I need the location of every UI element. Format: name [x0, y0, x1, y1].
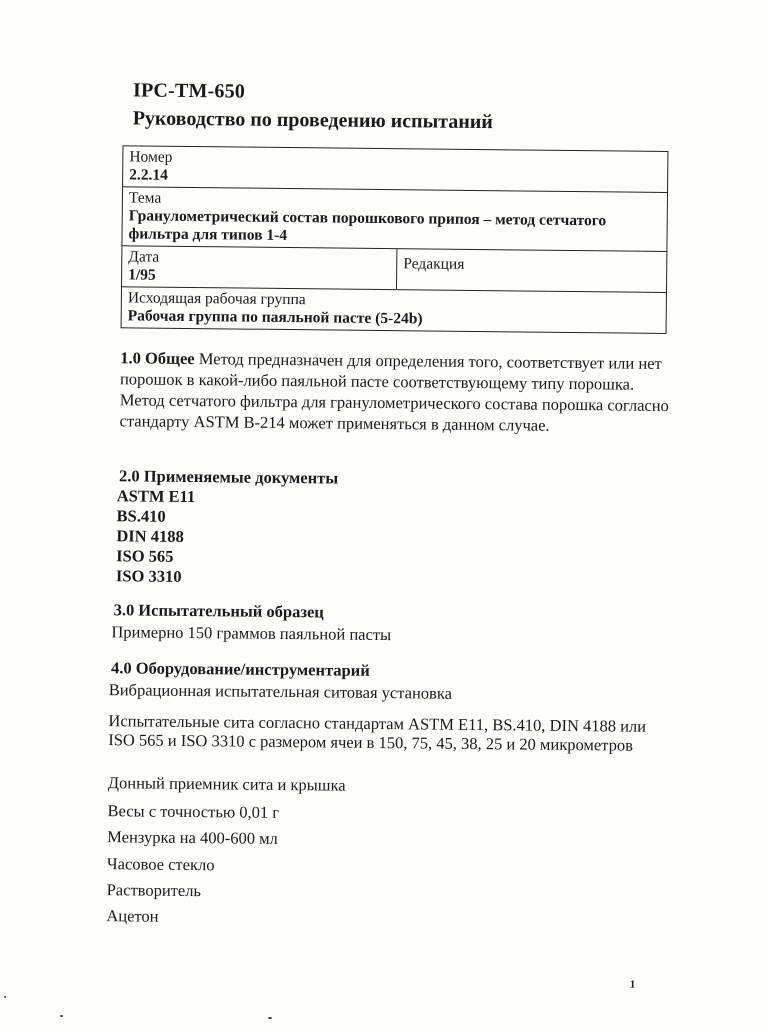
section-general-text: Метод предназначен для определения того, соответствует или нет порошок в какой-либо паяльной пасте соответствующему типу порошка. Метод сетчатого фильтра для гранулометрического состава порошка согласно стандарту ASTM B-214 может применяться в данном случае.	[119, 349, 669, 435]
group-label: Исходящая рабочая группа	[127, 289, 306, 309]
group-row	[122, 287, 666, 333]
equipment-item: Испытательные сита согласно стандартам ASTM E11, BS.410, DIN 4188 или ISO 565 и ISO 3310 с размером ячеи в 150, 75, 45, 38, 25 и 20 микрометров	[108, 711, 647, 755]
scan-speck	[4, 996, 6, 998]
section-documents-heading: 2.0 Применяемые документы	[118, 466, 339, 488]
section-general-heading: 1.0 Общее	[120, 348, 195, 369]
equipment-item: Часовое стекло	[106, 854, 215, 875]
number-label: Номер	[129, 148, 173, 166]
date-value: 1/95	[128, 266, 156, 284]
subject-label: Тема	[128, 189, 162, 207]
subject-value: Гранулометрический состав порошкового припоя – метод сетчатого фильтра для типов 1-4	[128, 207, 607, 245]
revision-label: Редакция	[403, 255, 465, 273]
group-value: Рабочая группа по паяльной пасте (5-24b)	[127, 307, 423, 328]
scan-speck	[268, 1017, 272, 1019]
subject-row	[122, 187, 667, 252]
date-cell	[122, 246, 397, 289]
doc-subtitle: Руководство по проведению испытаний	[132, 107, 494, 134]
document-item: DIN 4188	[116, 526, 184, 546]
scan-speck	[60, 1015, 63, 1017]
doc-code-title: IPC-TM-650	[132, 79, 246, 103]
section-sample-heading: 3.0 Испытательный образец	[113, 600, 324, 622]
equipment-item: Растворитель	[106, 880, 202, 901]
section-sample-text: Примерно 150 граммов паяльной пасты	[111, 622, 392, 645]
date-revision-row	[122, 246, 666, 293]
info-table	[121, 145, 669, 334]
page-number: 1	[629, 978, 636, 991]
number-row	[123, 146, 667, 193]
documents-list	[116, 486, 195, 587]
revision-cell	[397, 249, 471, 290]
equipment-item: Донный приемник сита и крышка	[107, 773, 346, 795]
document-item: ISO 3310	[115, 566, 182, 586]
document-item: ASTM E11	[116, 486, 196, 507]
document-item: ISO 565	[116, 546, 174, 566]
section-general	[119, 347, 680, 437]
section-equipment-heading: 4.0 Оборудование/инструментарий	[110, 658, 370, 680]
number-value: 2.2.14	[129, 166, 169, 184]
date-label: Дата	[128, 248, 160, 266]
equipment-item: Мензурка на 400-600 мл	[107, 827, 278, 848]
document-item: BS.410	[116, 506, 166, 526]
equipment-item: Вибрационная испытательная ситовая установка	[108, 680, 453, 703]
equipment-item: Весы с точностью 0,01 г	[107, 801, 280, 822]
equipment-item: Ацетон	[106, 906, 159, 926]
